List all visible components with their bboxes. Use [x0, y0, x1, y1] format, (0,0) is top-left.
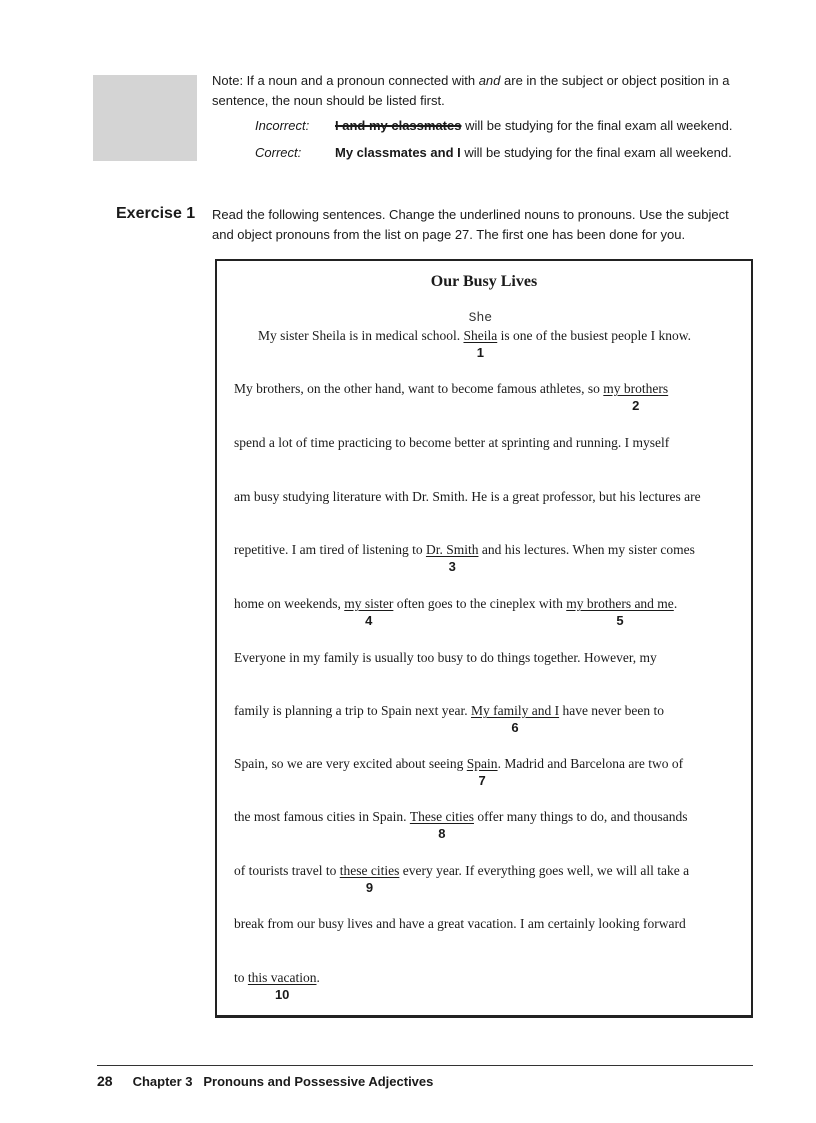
- incorrect-label: Incorrect:: [255, 118, 310, 133]
- text: often goes to the cineplex with: [393, 596, 567, 611]
- correct-phrase: My classmates and I: [335, 145, 461, 160]
- passage-line-12: [234, 916, 686, 932]
- passage-box: [215, 259, 753, 1018]
- correct-label: Correct:: [255, 145, 302, 160]
- item-number: 4: [365, 613, 373, 628]
- noun: My family and I: [470, 703, 560, 718]
- item-number: 8: [438, 826, 446, 841]
- page-number: 28: [97, 1073, 113, 1089]
- passage-line-13: [234, 970, 320, 1002]
- underlined-noun-9: [339, 863, 400, 895]
- underlined-noun-5: [566, 596, 674, 628]
- text: every year. If everything goes well, we will all take a: [399, 863, 690, 878]
- passage-line-9: [234, 756, 684, 788]
- item-number: 9: [365, 880, 374, 895]
- passage-line-6: [234, 596, 678, 628]
- incorrect-sentence: [335, 116, 732, 136]
- text: My brothers, on the other hand, want to become famous athletes, so: [234, 381, 604, 396]
- passage-line-8: [234, 703, 665, 735]
- text: am busy studying literature with Dr. Smith. He is a great professor, but his lectures are: [234, 489, 701, 504]
- decorative-gray-box: [93, 75, 197, 161]
- passage-line-1: [258, 310, 691, 360]
- noun: Dr. Smith: [425, 542, 479, 557]
- passage-line-2: [234, 381, 669, 413]
- exercise-instructions: Read the following sentences. Change the underlined nouns to pronouns. Use the subject and object pronouns from the list on page 27. The first one has been done for you.: [212, 207, 729, 242]
- item-number: 5: [616, 613, 624, 628]
- passage-line-11: [234, 863, 690, 895]
- item-number: 7: [478, 773, 486, 788]
- noun: my brothers: [603, 381, 669, 396]
- item-number: 1: [476, 345, 484, 360]
- text: . Madrid and Barcelona are two of: [497, 756, 684, 771]
- correct-sentence: [335, 143, 732, 163]
- text: family is planning a trip to Spain next year.: [234, 703, 471, 718]
- underlined-noun-2: [603, 381, 669, 413]
- note-emphasis: and: [478, 73, 501, 88]
- handwritten-answer: She: [468, 310, 493, 325]
- text: and his lectures. When my sister comes: [478, 542, 695, 557]
- passage-line-5: [234, 542, 695, 574]
- underlined-noun-7: [466, 756, 498, 788]
- text: of tourists travel to: [234, 863, 340, 878]
- chapter-title: Chapter 3 Pronouns and Possessive Adjectives: [132, 1074, 434, 1089]
- underlined-noun-8: [409, 809, 474, 841]
- passage-line-3: [234, 435, 669, 451]
- noun: this vacation: [247, 970, 317, 985]
- text: Spain, so we are very excited about seeing: [234, 756, 467, 771]
- noun: These cities: [409, 809, 474, 824]
- text: Everyone in my family is usually too busy to do things together. However, my: [234, 650, 657, 665]
- item-number: 2: [632, 398, 640, 413]
- passage-line-4: [234, 489, 701, 505]
- noun: these cities: [339, 863, 400, 878]
- note-text: Note: If a noun and a pronoun connected with: [212, 73, 479, 88]
- note-text-end: are in the subject or object position in a sentence, the noun should be listed first.: [212, 73, 730, 108]
- underlined-noun-10: [247, 970, 317, 1002]
- noun: my sister: [344, 596, 394, 611]
- page-footer: [97, 1073, 433, 1089]
- item-number: 6: [511, 720, 519, 735]
- text: .: [316, 970, 320, 985]
- text: My sister Sheila is in medical school.: [258, 328, 464, 343]
- exercise-label: Exercise 1: [116, 205, 196, 222]
- grammar-note: [212, 71, 752, 111]
- correct-rest: will be studying for the final exam all weekend.: [460, 145, 732, 160]
- underlined-noun-4: [344, 596, 394, 628]
- text: repetitive. I am tired of listening to: [234, 542, 426, 557]
- struck-phrase: I and my classmates: [335, 118, 462, 133]
- text: home on weekends,: [234, 596, 345, 611]
- underlined-noun-6: [470, 703, 560, 735]
- noun: Spain: [466, 756, 498, 771]
- underlined-noun-1: [463, 310, 498, 360]
- incorrect-rest: will be studying for the final exam all weekend.: [461, 118, 733, 133]
- text: spend a lot of time practicing to become better at sprinting and running. I myself: [234, 435, 670, 450]
- underlined-noun-3: [425, 542, 479, 574]
- item-number: 10: [274, 987, 290, 1002]
- text: offer many things to do, and thousands: [473, 809, 688, 824]
- text: break from our busy lives and have a great vacation. I am certainly looking forward: [234, 916, 686, 931]
- footer-divider: [97, 1065, 753, 1066]
- text: is one of the busiest people I know.: [497, 328, 691, 343]
- noun: my brothers and me: [566, 596, 674, 611]
- noun: Sheila: [463, 328, 498, 343]
- passage-line-7: [234, 650, 657, 666]
- text: have never been to: [559, 703, 665, 718]
- text: the most famous cities in Spain.: [234, 809, 410, 824]
- text: .: [673, 596, 678, 611]
- passage-title: Our Busy Lives: [430, 273, 538, 290]
- passage-line-10: [234, 809, 688, 841]
- item-number: 3: [448, 559, 456, 574]
- text: to: [234, 970, 248, 985]
